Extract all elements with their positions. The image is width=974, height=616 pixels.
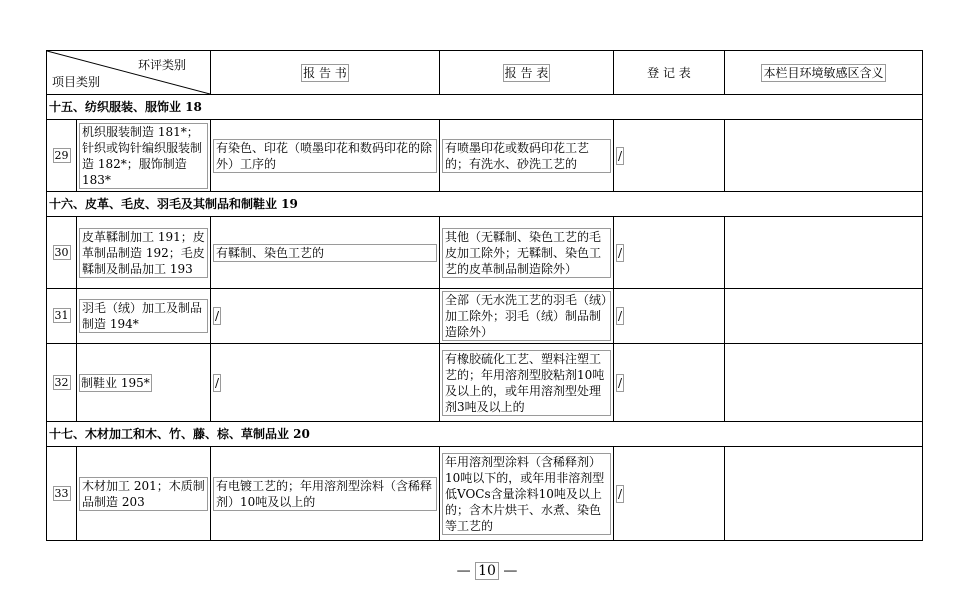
report-book-cell: / <box>211 344 440 422</box>
report-book-cell: 有鞣制、染色工艺的 <box>211 217 440 289</box>
report-form-cell: 其他（无鞣制、染色工艺的毛皮加工除外；无鞣制、染色工艺的皮革制品制造除外） <box>440 217 614 289</box>
page-number: 10 <box>475 562 499 580</box>
section-row <box>47 422 923 447</box>
project-category-cell: 制鞋业 195* <box>77 344 211 422</box>
section-row <box>47 192 923 217</box>
table-row <box>47 120 923 192</box>
table-row <box>47 344 923 422</box>
project-category-cell: 皮革鞣制加工 191；皮革制品制造 192；毛皮鞣制及制品加工 193 <box>77 217 211 289</box>
table-row <box>47 289 923 344</box>
sensitive-area-cell <box>725 120 923 192</box>
col-header-sensitive-area: 本栏目环境敏感区含义 <box>725 51 923 95</box>
row-number: 29 <box>47 120 77 192</box>
footer-dash-right: — <box>503 563 518 579</box>
footer-dash-left: — <box>456 563 471 579</box>
registration-cell: / <box>614 344 725 422</box>
registration-cell: / <box>614 289 725 344</box>
report-form-cell: 有喷墨印花或数码印花工艺的；有洗水、砂洗工艺的 <box>440 120 614 192</box>
report-book-cell: / <box>211 289 440 344</box>
env-category-label: 环评类别 <box>137 58 186 72</box>
row-number: 30 <box>47 217 77 289</box>
section-title: 十七、木材加工和木、竹、藤、棕、草制品业 20 <box>47 422 923 447</box>
table-row <box>47 447 923 541</box>
row-number: 32 <box>47 344 77 422</box>
section-title: 十五、纺织服装、服饰业 18 <box>47 95 923 120</box>
sensitive-area-cell <box>725 217 923 289</box>
sensitive-area-cell <box>725 289 923 344</box>
sensitive-area-cell <box>725 447 923 541</box>
project-category-cell: 羽毛（绒）加工及制品制造 194* <box>77 289 211 344</box>
project-category-label: 项目类别 <box>52 75 101 89</box>
sensitive-area-cell <box>725 344 923 422</box>
header-row <box>47 51 923 95</box>
col-header-report-form: 报 告 表 <box>440 51 614 95</box>
diagonal-header-cell <box>47 51 211 95</box>
report-form-cell: 有橡胶硫化工艺、塑料注塑工艺的；年用溶剂型胶粘剂10吨及以上的，或年用溶剂型处理剂3吨及以上的 <box>440 344 614 422</box>
section-title: 十六、皮革、毛皮、羽毛及其制品和制鞋业 19 <box>47 192 923 217</box>
report-book-cell: 有染色、印花（喷墨印花和数码印花的除外）工序的 <box>211 120 440 192</box>
table-row <box>47 217 923 289</box>
col-header-registration: 登 记 表 <box>614 51 725 95</box>
report-book-cell: 有电镀工艺的；年用溶剂型涂料（含稀释剂）10吨及以上的 <box>211 447 440 541</box>
page-footer <box>0 563 974 579</box>
report-form-cell: 年用溶剂型涂料（含稀释剂）10吨以下的，或年用非溶剂型低VOCs含量涂料10吨及以上的；含木片烘干、水煮、染色等工艺的 <box>440 447 614 541</box>
col-header-report-book: 报 告 书 <box>211 51 440 95</box>
report-form-cell: 全部（无水洗工艺的羽毛（绒）加工除外；羽毛（绒）制品制造除外） <box>440 289 614 344</box>
row-number: 33 <box>47 447 77 541</box>
project-category-cell: 木材加工 201；木质制品制造 203 <box>77 447 211 541</box>
project-category-cell: 机织服装制造 181*；针织或钩针编织服装制造 182*；服饰制造 183* <box>77 120 211 192</box>
catalog-table <box>46 50 923 541</box>
section-row <box>47 95 923 120</box>
registration-cell: / <box>614 120 725 192</box>
registration-cell: / <box>614 217 725 289</box>
row-number: 31 <box>47 289 77 344</box>
registration-cell: / <box>614 447 725 541</box>
